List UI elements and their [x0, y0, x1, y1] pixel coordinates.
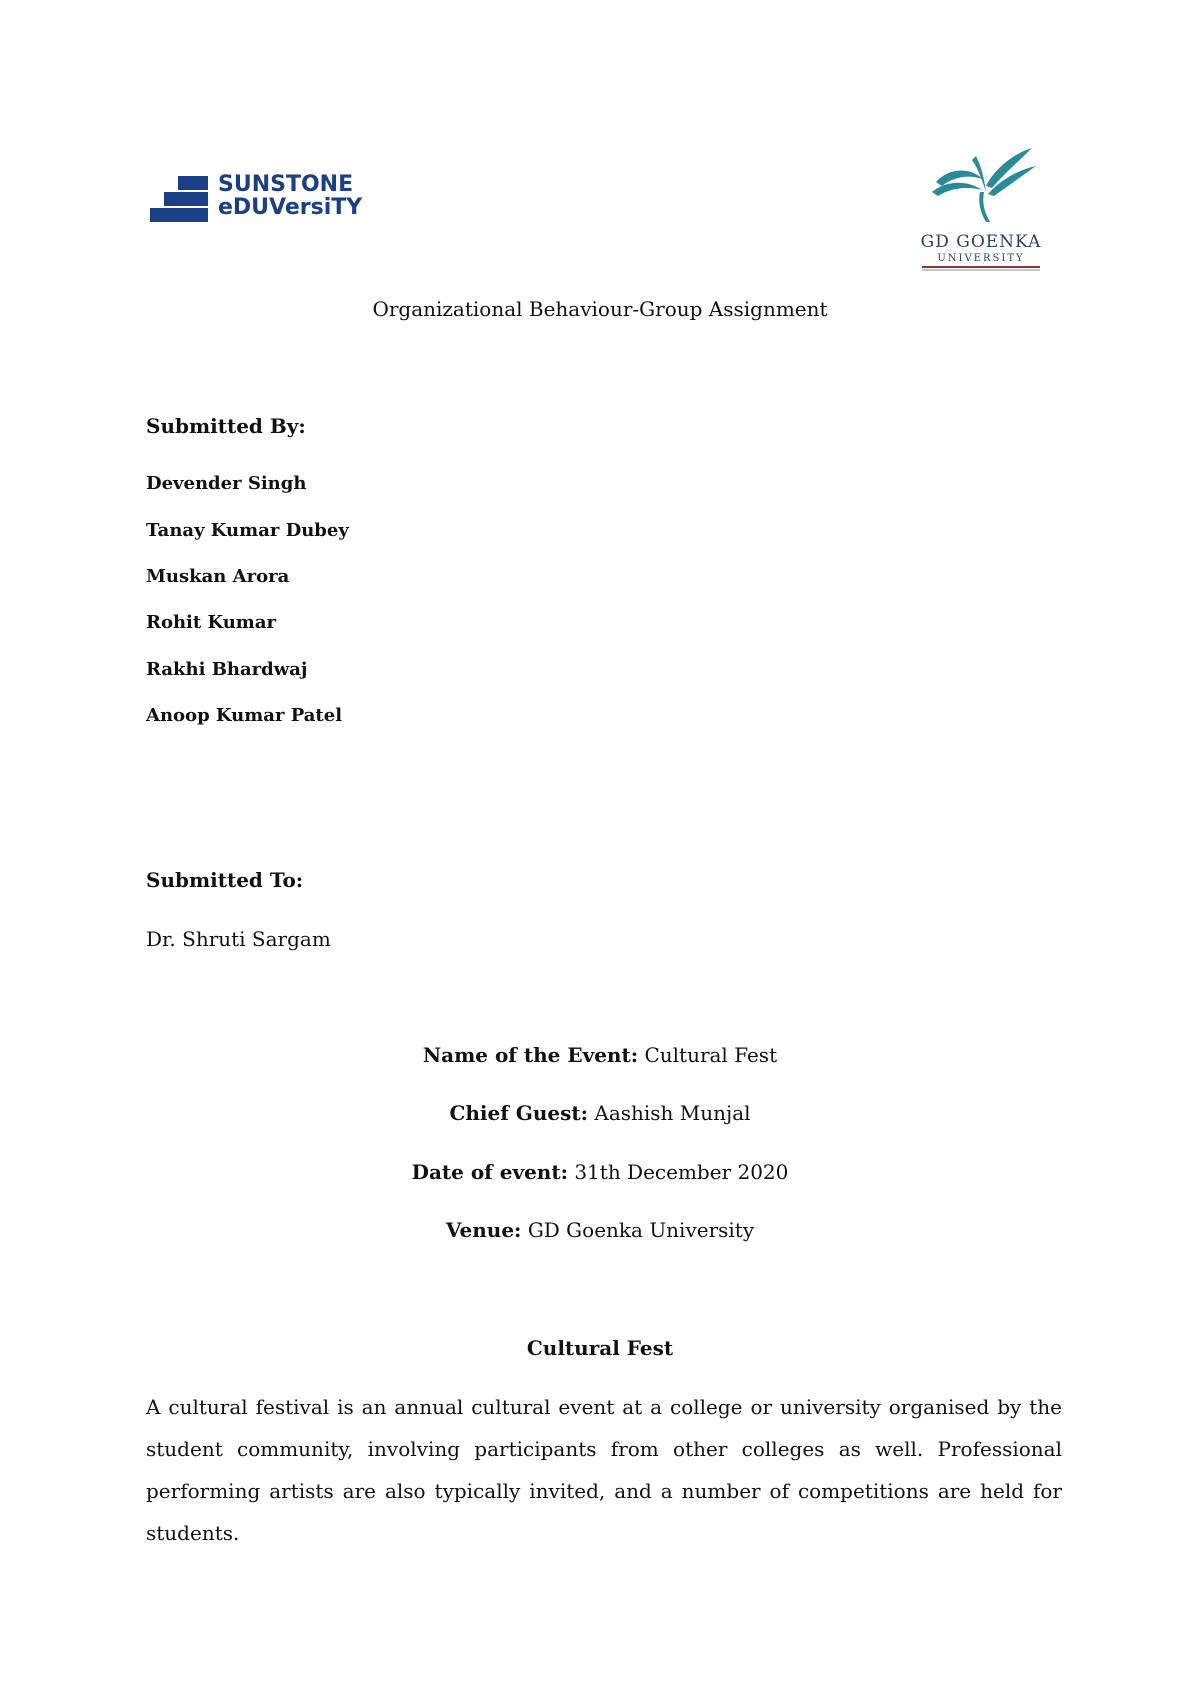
member-name: Anoop Kumar Patel: [146, 705, 343, 726]
venue-line: [0, 1218, 1200, 1242]
member-name: Rakhi Bhardwaj: [146, 659, 308, 680]
sunstone-wordmark-line2: eDUVersiTY: [218, 195, 363, 220]
event-date-line: [0, 1160, 1200, 1184]
chief-guest-line: [0, 1101, 1200, 1125]
goenka-name-text: GD GOENKA: [920, 232, 1042, 252]
event-date-value: 31th December 2020: [574, 1160, 789, 1184]
goenka-divider: [922, 266, 1040, 268]
event-name-line: [0, 1043, 1200, 1067]
event-name-value: Cultural Fest: [644, 1043, 778, 1067]
submitted-to-label: Submitted To:: [146, 868, 304, 892]
member-name: Devender Singh: [146, 473, 307, 494]
section-paragraph: A cultural festival is an annual cultural event at a college or university organised by the student community, involving participants from other colleges as well. Professional performing artists are also typically invited, and a number of competitions are held for students.: [146, 1395, 1062, 1545]
goenka-sub-text: UNIVERSITY: [937, 253, 1025, 264]
submitted-to-name: Dr. Shruti Sargam: [146, 927, 331, 951]
event-name-label: Name of the Event:: [422, 1043, 639, 1067]
document-title: Organizational Behaviour-Group Assignment: [372, 297, 828, 321]
goenka-bird-emblem-icon: [928, 146, 1038, 224]
sunstone-blocks-icon: [150, 176, 208, 222]
member-name: Muskan Arora: [146, 566, 290, 587]
gd-goenka-university-logo: [906, 146, 1056, 274]
sunstone-wordmark: [218, 174, 362, 219]
venue-label: Venue:: [445, 1218, 522, 1242]
venue-value: GD Goenka University: [527, 1218, 755, 1242]
chief-guest-value: Aashish Munjal: [594, 1101, 751, 1125]
sunstone-eduversity-logo: [150, 172, 370, 222]
section-heading: Cultural Fest: [526, 1336, 674, 1360]
member-name: Rohit Kumar: [146, 612, 276, 633]
goenka-tagline-bar: [922, 269, 1040, 271]
event-date-label: Date of event:: [411, 1160, 568, 1184]
submitted-by-label: Submitted By:: [146, 414, 306, 438]
chief-guest-label: Chief Guest:: [449, 1101, 589, 1125]
member-name: Tanay Kumar Dubey: [146, 520, 349, 541]
sunstone-wordmark-line1: SUNSTONE: [218, 172, 354, 197]
